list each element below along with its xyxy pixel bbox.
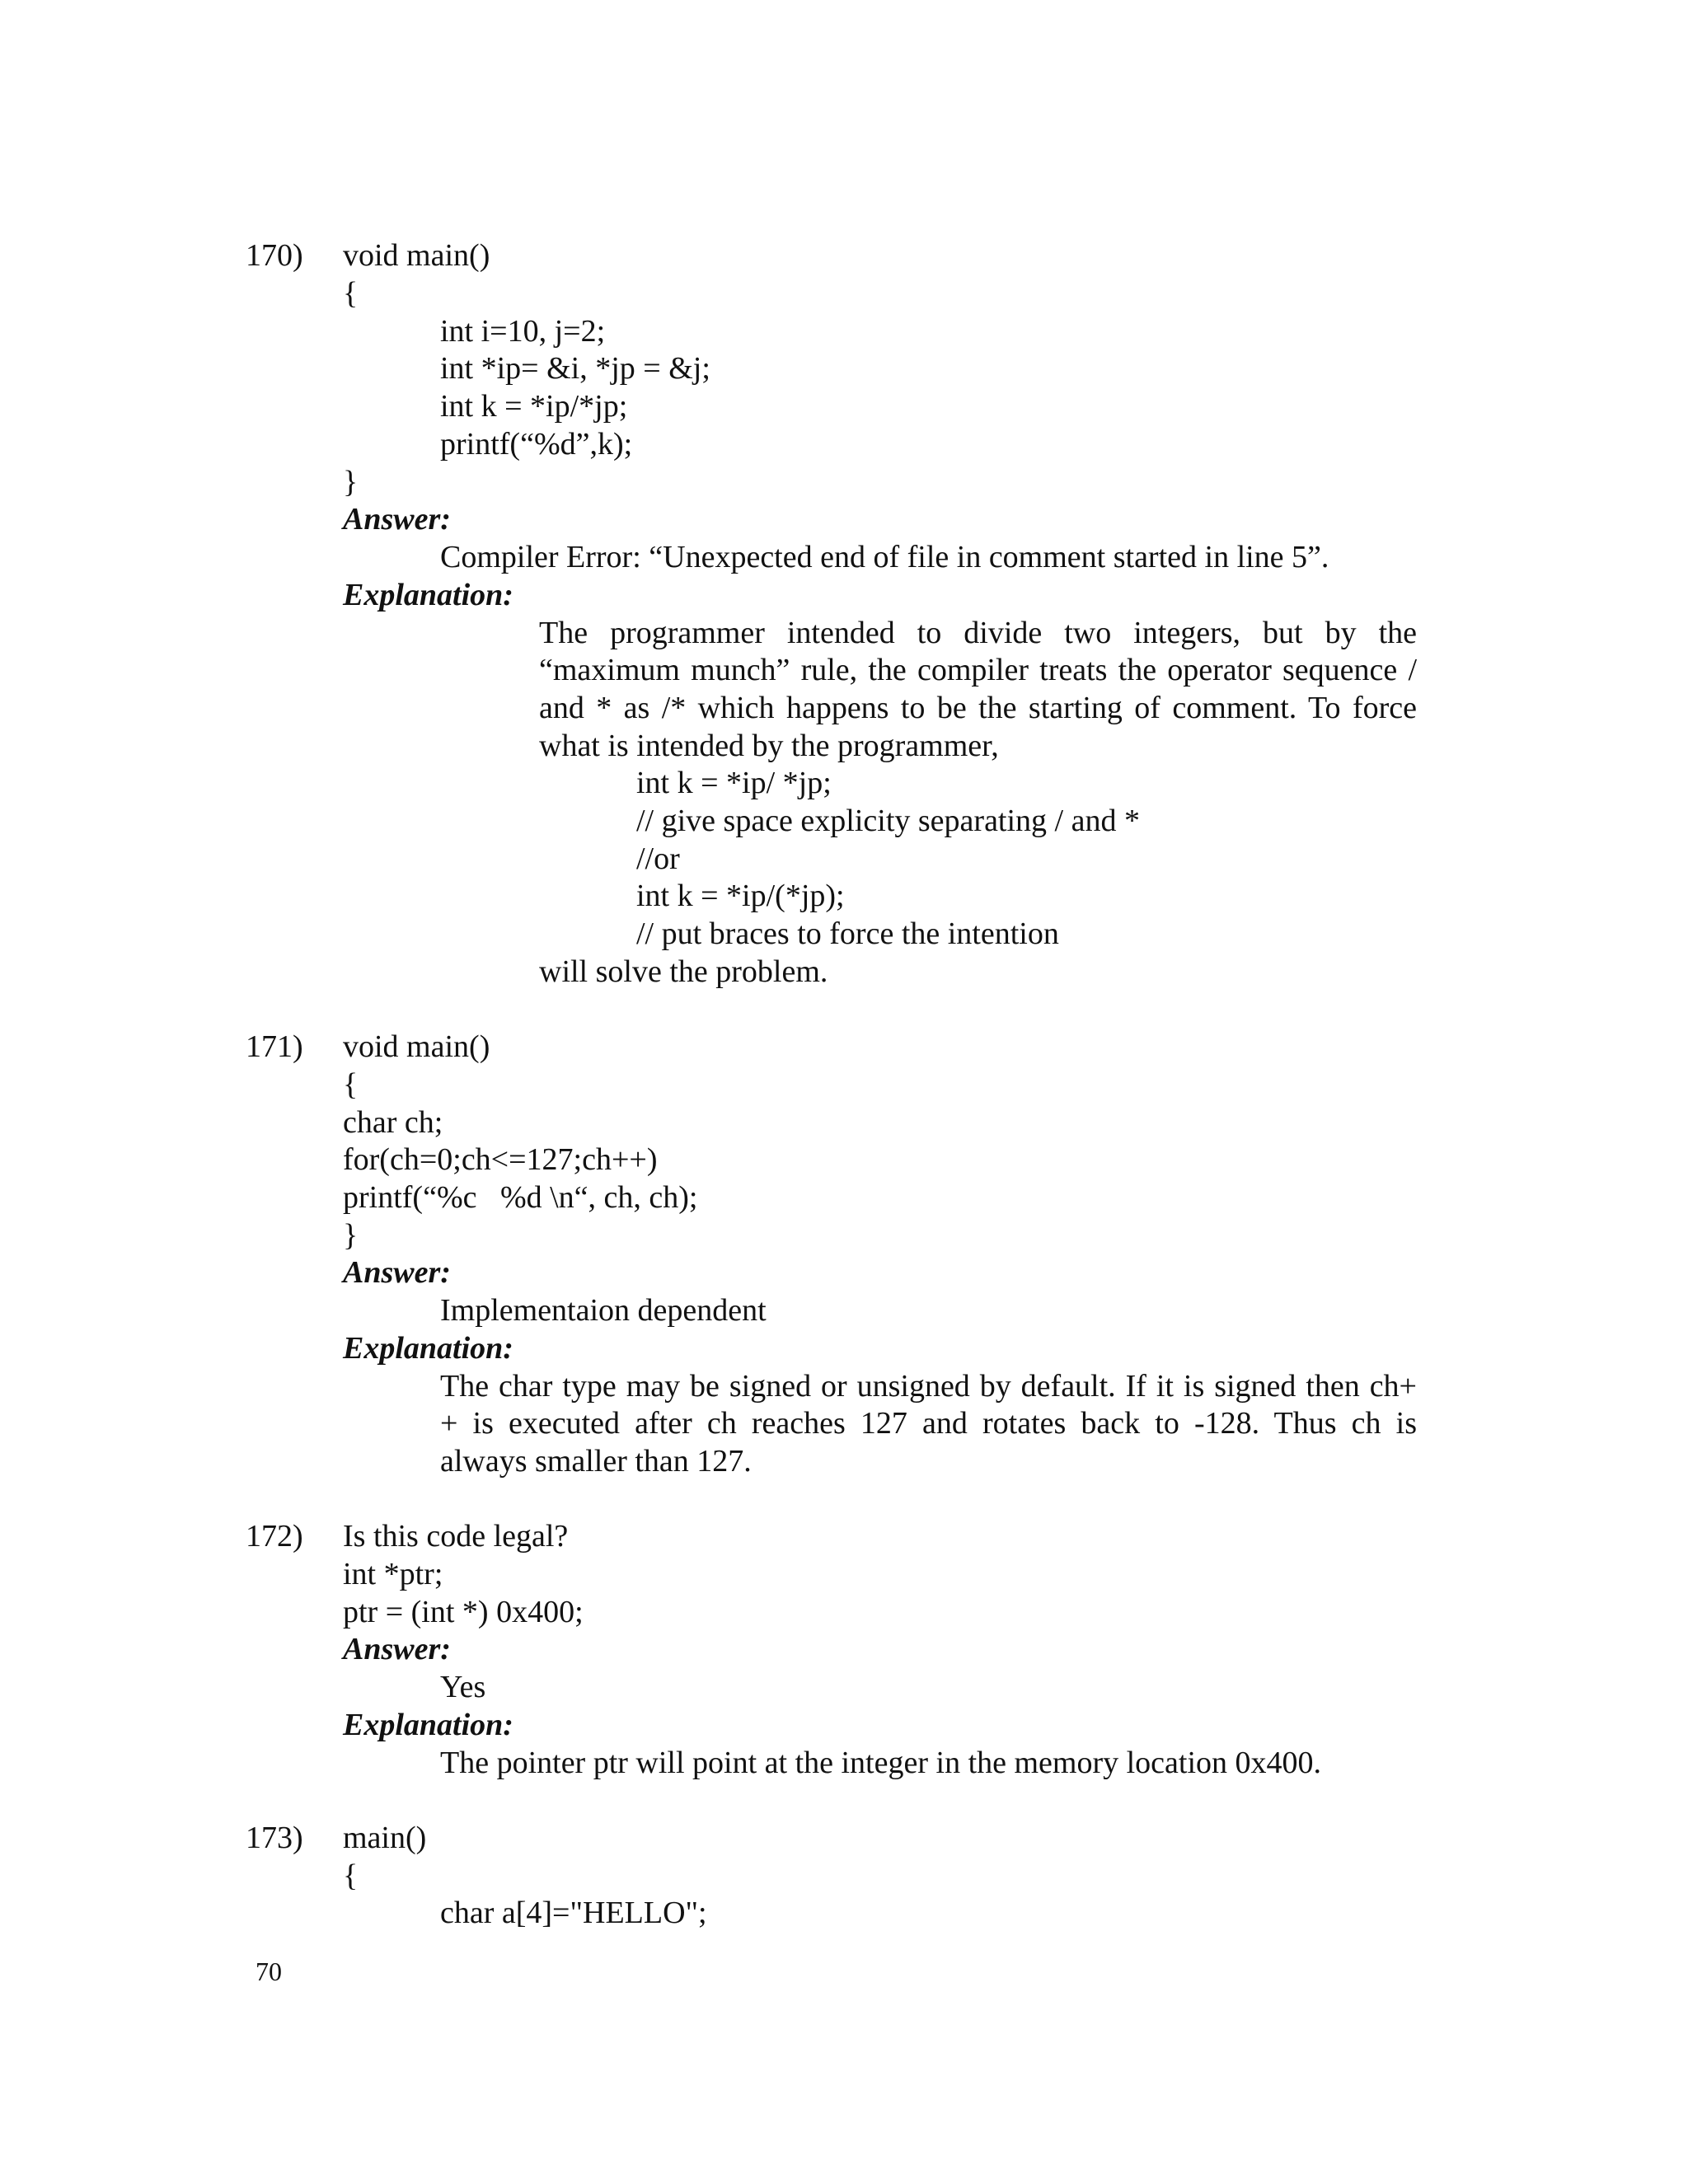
code-line: int k = *ip/(*jp); bbox=[636, 879, 845, 913]
code-line: int k = *ip/ *jp; bbox=[636, 766, 832, 800]
explanation-line: The programmer intended to divide two integers, but by the bbox=[539, 616, 1417, 650]
explanation-line: The pointer ptr will point at the integer in the memory location 0x400. bbox=[440, 1746, 1322, 1780]
code-line: { bbox=[343, 276, 359, 311]
code-line: char a[4]="HELLO"; bbox=[440, 1896, 707, 1930]
question-number: 170) bbox=[246, 238, 303, 273]
code-line: void main() bbox=[343, 1029, 490, 1064]
code-line: main() bbox=[343, 1821, 427, 1855]
explanation-line: what is intended by the programmer, bbox=[539, 729, 999, 763]
question-number: 173) bbox=[246, 1821, 303, 1855]
explanation-label: Explanation: bbox=[343, 1331, 513, 1366]
explanation-closing: will solve the problem. bbox=[539, 954, 828, 989]
page-number: 70 bbox=[256, 1957, 282, 1986]
code-comment: //or bbox=[636, 841, 680, 876]
code-line: printf(“%d”,k); bbox=[440, 427, 633, 462]
code-line: int *ip= &i, *jp = &j; bbox=[440, 351, 710, 386]
explanation-line: The char type may be signed or unsigned by default. If it is signed then ch+ bbox=[440, 1369, 1417, 1404]
code-line: { bbox=[343, 1067, 359, 1102]
code-line: for(ch=0;ch<=127;ch++) bbox=[343, 1142, 658, 1177]
code-line: int k = *ip/*jp; bbox=[440, 389, 628, 424]
code-comment: // give space explicity separating / and * bbox=[636, 804, 1140, 838]
explanation-line: always smaller than 127. bbox=[440, 1444, 752, 1479]
answer-text: Yes bbox=[440, 1670, 486, 1704]
code-line: } bbox=[343, 465, 359, 499]
answer-label: Answer: bbox=[343, 502, 451, 537]
answer-label: Answer: bbox=[343, 1255, 451, 1290]
question-number: 171) bbox=[246, 1029, 303, 1064]
question-number: 172) bbox=[246, 1519, 303, 1554]
answer-text: Implementaion dependent bbox=[440, 1293, 767, 1328]
answer-label: Answer: bbox=[343, 1632, 451, 1666]
code-line: printf(“%c %d \n“, ch, ch); bbox=[343, 1180, 698, 1215]
code-line: char ch; bbox=[343, 1105, 443, 1140]
explanation-line: “maximum munch” rule, the compiler treats the operator sequence / bbox=[539, 653, 1417, 687]
answer-text: Compiler Error: “Unexpected end of file in comment started in line 5”. bbox=[440, 540, 1329, 574]
code-line: void main() bbox=[343, 238, 490, 273]
code-comment: // put braces to force the intention bbox=[636, 916, 1059, 951]
question-text: Is this code legal? bbox=[343, 1519, 569, 1554]
code-line: { bbox=[343, 1858, 359, 1893]
code-line: } bbox=[343, 1218, 359, 1253]
code-line: int *ptr; bbox=[343, 1557, 443, 1591]
code-line: int i=10, j=2; bbox=[440, 314, 606, 349]
code-line: ptr = (int *) 0x400; bbox=[343, 1595, 584, 1629]
explanation-label: Explanation: bbox=[343, 578, 513, 612]
explanation-line: and * as /* which happens to be the starting of comment. To force bbox=[539, 691, 1417, 725]
explanation-line: + is executed after ch reaches 127 and rotates back to -128. Thus ch is bbox=[440, 1406, 1417, 1441]
explanation-label: Explanation: bbox=[343, 1708, 513, 1742]
